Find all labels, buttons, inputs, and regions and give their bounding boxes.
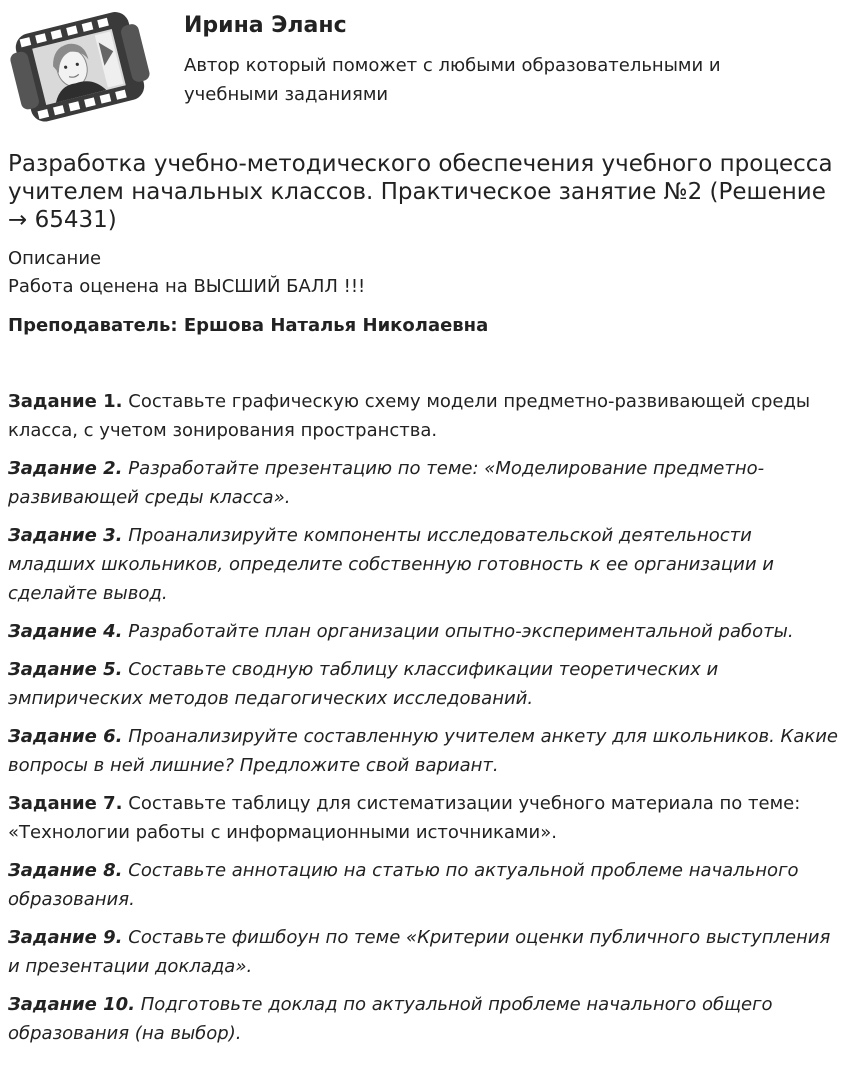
task-item: Задание 3. Проанализируйте компоненты исследовательской деятельности младших школьников, определите собственную готовность к ее организации и сделайте вывод.	[8, 525, 774, 604]
author-bio: Автор который поможет с любыми образовательными и учебными заданиями	[184, 55, 721, 105]
description-label: Описание	[8, 248, 102, 269]
author-name[interactable]: Ирина Эланс	[184, 13, 347, 38]
task-item: Задание 2. Разработайте презентацию по теме: «Моделирование предметно-развивающей среды класса».	[8, 458, 765, 508]
task-item: Задание 9. Составьте фишбоун по теме «Критерии оценки публичного выступления и презентации доклада».	[8, 927, 831, 977]
task-list	[8, 387, 840, 1057]
task-item: Задание 8. Составьте аннотацию на статью по актуальной проблеме начального образования.	[8, 860, 799, 910]
task-item: Задание 4. Разработайте план организации опытно-экспериментальной работы.	[8, 621, 794, 642]
task-item: Задание 10. Подготовьте доклад по актуальной проблеме начального общего образования (на выбор).	[8, 994, 773, 1044]
task-item: Задание 1. Составьте графическую схему модели предметно-развивающей среды класса, с учетом зонирования пространства.	[8, 391, 811, 441]
author-card	[8, 8, 838, 128]
page-title: Разработка учебно-методического обеспечения учебного процесса учителем начальных классов. Практическое занятие №2 (Решение → 65431)	[8, 151, 833, 233]
task-item: Задание 7. Составьте таблицу для систематизации учебного материала по теме: «Технологии работы с информационными источниками».	[8, 793, 801, 843]
description-score: Работа оценена на ВЫСШИЙ БАЛЛ !!!	[8, 276, 366, 297]
task-item: Задание 5. Составьте сводную таблицу классификации теоретических и эмпирических методов педагогических исследований.	[8, 659, 719, 709]
teacher-name: Преподаватель: Ершова Наталья Николаевна	[8, 315, 489, 336]
film-frame-portrait-icon[interactable]	[8, 8, 150, 126]
task-item: Задание 6. Проанализируйте составленную учителем анкету для школьников. Какие вопросы в ней лишние? Предложите свой вариант.	[8, 726, 839, 776]
